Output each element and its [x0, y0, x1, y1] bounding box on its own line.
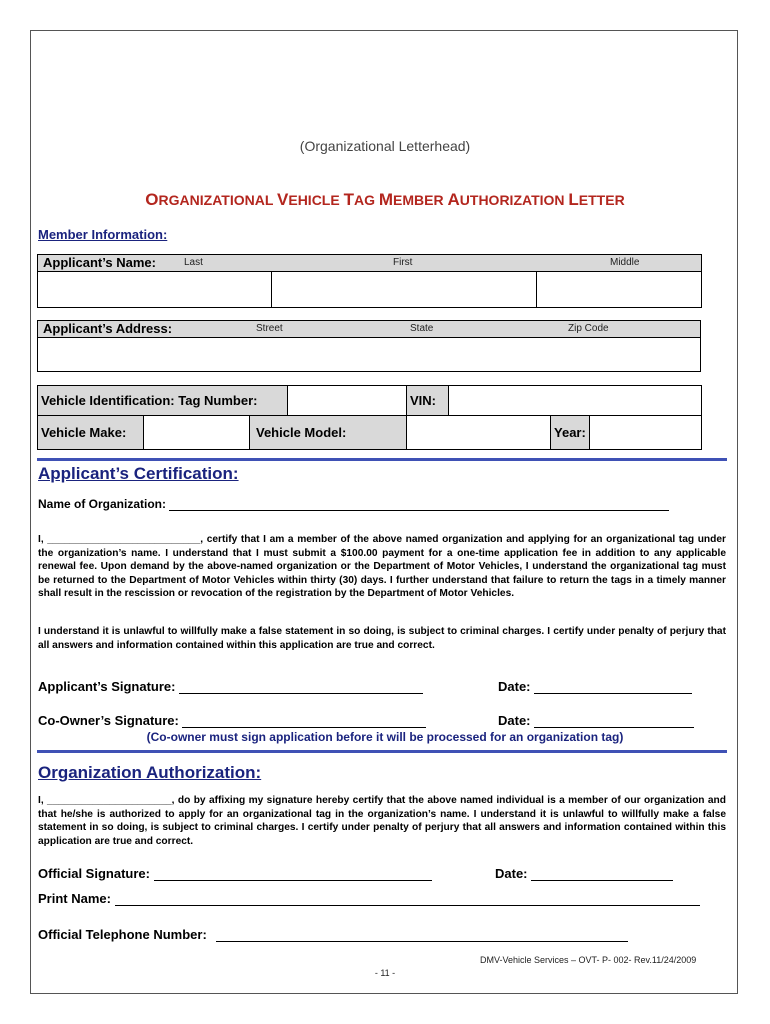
print-name-label: Print Name: — [38, 891, 111, 906]
certification-paragraph: I, ___________________________, certify that I am a member of the above named organization and applying for an organizational tag under the organization’s name. I understand that I must submit a $100.00 payment for a one-time application fee in addition to any applicable renewal fee. Upon demand by the above-named organization or the Department of Motor Vehicles, I understand the organizational tag must be returned to the Department of Motor Vehicles within thirty (30) days. I further understand that failure to return the tags in a timely manner shall result in the rescission or revocation of the registration by the Department of Motor Vehicles. — [38, 534, 726, 599]
page-number: - 11 - — [374, 968, 396, 978]
official-date-row — [495, 866, 673, 881]
authorization-heading: Organization Authorization: — [38, 763, 262, 782]
vehicle-info-table — [37, 385, 702, 450]
document-title: ORGANIZATIONAL VEHICLE TAG MEMBER AUTHORIZATION LETTER — [145, 190, 625, 209]
page-border — [30, 30, 738, 994]
applicant-signature-row — [38, 679, 423, 694]
address-street-label: Street — [256, 323, 283, 334]
name-first-label: First — [393, 257, 413, 268]
applicant-address-table — [37, 320, 701, 372]
address-zip-label: Zip Code — [568, 323, 609, 334]
last-name-field[interactable] — [38, 272, 272, 308]
official-signature-label: Official Signature: — [38, 866, 150, 881]
year-field[interactable] — [590, 416, 702, 450]
applicant-signature-label: Applicant’s Signature: — [38, 679, 176, 694]
first-name-field[interactable] — [272, 272, 537, 308]
phone-line[interactable] — [216, 929, 628, 942]
applicant-date-line[interactable] — [534, 681, 692, 694]
applicant-name-table — [37, 254, 702, 308]
form-id: DMV-Vehicle Services – OVT- P- 002- Rev.11/24/2009 — [480, 955, 697, 965]
official-date-label: Date: — [495, 866, 528, 881]
address-field[interactable] — [38, 338, 701, 372]
vehicle-model-field[interactable] — [407, 416, 551, 450]
coowner-date-label: Date: — [498, 713, 531, 728]
organization-name-label: Name of Organization: — [38, 497, 167, 511]
middle-name-field[interactable] — [537, 272, 702, 308]
certification-heading: Applicant’s Certification: — [38, 464, 239, 483]
print-name-line[interactable] — [115, 893, 700, 906]
phone-label: Official Telephone Number: — [38, 927, 207, 942]
official-signature-row — [38, 866, 432, 881]
official-signature-line[interactable] — [154, 868, 432, 881]
coowner-date-line[interactable] — [534, 715, 694, 728]
applicant-date-label: Date: — [498, 679, 531, 694]
year-label: Year: — [551, 416, 590, 450]
coowner-signature-row — [38, 713, 426, 728]
perjury-paragraph: I understand it is unlawful to willfully make a false statement in so doing, is subject to criminal charges. I certify under penalty of perjury that all answers and information contained within this application are true and correct. — [38, 626, 726, 651]
name-last-label: Last — [184, 257, 203, 268]
official-date-line[interactable] — [531, 868, 673, 881]
vin-label: VIN: — [407, 386, 449, 416]
authorization-paragraph: I, ______________________, do by affixing my signature hereby certify that the above named individual is a member of our organization and that he/she is authorized to apply for an organizational tag in the organization’s name. I understand it is unlawful to willfully make a false statement in so doing, is subject to criminal charges. I certify under penalty of perjury that all answers and information contained within this application are true and correct. — [38, 795, 726, 847]
coowner-date-row — [498, 713, 694, 728]
vehicle-model-label: Vehicle Model: — [250, 416, 407, 450]
address-state-label: State — [410, 323, 434, 334]
tag-number-field[interactable] — [288, 386, 407, 416]
organization-name-line[interactable] — [169, 498, 669, 511]
section-divider-2 — [37, 750, 727, 753]
name-middle-label: Middle — [610, 257, 640, 268]
letterhead-placeholder: (Organizational Letterhead) — [299, 138, 471, 154]
applicant-name-label: Applicant’s Name: — [43, 255, 156, 270]
applicant-date-row — [498, 679, 692, 694]
vehicle-make-label: Vehicle Make: — [38, 416, 144, 450]
print-name-row — [38, 891, 700, 906]
phone-row — [38, 927, 628, 942]
member-info-heading: Member Information: — [38, 227, 168, 242]
coowner-signature-label: Co-Owner’s Signature: — [38, 713, 179, 728]
vehicle-make-field[interactable] — [144, 416, 250, 450]
section-divider-1 — [37, 458, 727, 461]
coowner-note: (Co-owner must sign application before it will be processed for an organization tag) — [146, 730, 624, 744]
coowner-signature-line[interactable] — [182, 715, 426, 728]
vin-field[interactable] — [449, 386, 702, 416]
organization-name-row — [38, 497, 669, 511]
applicant-signature-line[interactable] — [179, 681, 423, 694]
applicant-address-label: Applicant’s Address: — [43, 321, 173, 336]
vehicle-id-label: Vehicle Identification: Tag Number: — [38, 386, 288, 416]
